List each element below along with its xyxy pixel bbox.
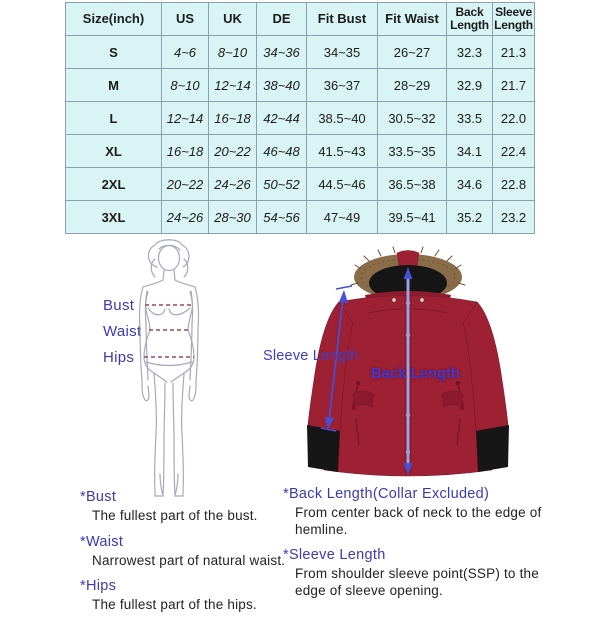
- cell-sleeve: 22.8: [493, 168, 535, 201]
- cell-bust: 41.5~43: [307, 135, 378, 168]
- waist-definition-desc: Narrowest part of natural waist.: [92, 552, 286, 568]
- cell-bust: 38.5~40: [307, 102, 378, 135]
- header-sleeve-length: Sleeve Length: [493, 3, 535, 36]
- definitions-left-column: [80, 489, 295, 623]
- cell-uk: 20~22: [209, 135, 257, 168]
- size-chart-table: [65, 2, 535, 234]
- table-row: [66, 201, 535, 234]
- cell-uk: 16~18: [209, 102, 257, 135]
- hips-definition-desc: The fullest part of the hips.: [92, 597, 257, 613]
- cell-uk: 28~30: [209, 201, 257, 234]
- cell-us: 4~6: [162, 36, 209, 69]
- cell-us: 20~22: [162, 168, 209, 201]
- cell-uk: 12~14: [209, 69, 257, 102]
- table-row: [66, 102, 535, 135]
- cell-back: 33.5: [447, 102, 493, 135]
- cell-back: 34.6: [447, 168, 493, 201]
- cell-back: 32.3: [447, 36, 493, 69]
- bust-measure-label: Bust: [103, 297, 135, 314]
- hips-definition-term: *Hips: [80, 578, 117, 595]
- cell-waist: 36.5~38: [378, 168, 447, 201]
- cell-us: 16~18: [162, 135, 209, 168]
- cell-sleeve: 22.0: [493, 102, 535, 135]
- cell-bust: 34~35: [307, 36, 378, 69]
- header-size: Size(inch): [66, 3, 162, 36]
- back-length-definition-desc: From center back of neck to the edge of hemline.: [295, 505, 542, 537]
- cell-waist: 28~29: [378, 69, 447, 102]
- cell-sleeve: 22.4: [493, 135, 535, 168]
- cell-bust: 36~37: [307, 69, 378, 102]
- cell-sleeve: 21.3: [493, 36, 535, 69]
- cell-size: S: [66, 36, 162, 69]
- sleeve-length-definition-desc: From shoulder sleeve point(SSP) to the edge of sleeve opening.: [295, 566, 539, 599]
- cell-us: 8~10: [162, 69, 209, 102]
- table-header-row: [66, 3, 535, 36]
- cell-size: L: [66, 102, 162, 135]
- cell-size: 2XL: [66, 168, 162, 201]
- cell-back: 35.2: [447, 201, 493, 234]
- cell-bust: 44.5~46: [307, 168, 378, 201]
- header-uk: UK: [209, 3, 257, 36]
- body-figure-illustration: [113, 238, 228, 500]
- header-back-length: Back Length: [447, 3, 493, 36]
- table-row: [66, 168, 535, 201]
- bust-definition-desc: The fullest part of the bust.: [92, 508, 258, 523]
- cell-us: 12~14: [162, 102, 209, 135]
- cell-de: 46~48: [257, 135, 307, 168]
- cell-uk: 8~10: [209, 36, 257, 69]
- bust-definition-term: *Bust: [80, 489, 117, 505]
- cell-uk: 24~26: [209, 168, 257, 201]
- right-cuff: [476, 425, 509, 472]
- waist-definition-term: *Waist: [80, 533, 124, 550]
- cell-sleeve: 23.2: [493, 201, 535, 234]
- sleeve-length-definition-term: *Sleeve Length: [283, 547, 386, 564]
- table-row: [66, 69, 535, 102]
- header-fit-bust: Fit Bust: [307, 3, 378, 36]
- cell-us: 24~26: [162, 201, 209, 234]
- cell-size: 3XL: [66, 201, 162, 234]
- cell-de: 50~52: [257, 168, 307, 201]
- cell-waist: 30.5~32: [378, 102, 447, 135]
- left-cuff: [307, 425, 340, 472]
- definitions-right-column: [283, 486, 545, 609]
- cell-de: 38~40: [257, 69, 307, 102]
- cell-sleeve: 21.7: [493, 69, 535, 102]
- cell-waist: 39.5~41: [378, 201, 447, 234]
- hips-measure-label: Hips: [103, 349, 135, 366]
- cell-back: 32.9: [447, 69, 493, 102]
- cell-de: 34~36: [257, 36, 307, 69]
- header-fit-waist: Fit Waist: [378, 3, 447, 36]
- back-length-label: Back Length: [371, 366, 461, 382]
- cell-size: M: [66, 69, 162, 102]
- back-length-definition-term: *Back Length(Collar Excluded): [283, 486, 490, 502]
- sleeve-length-label: Sleeve Length: [263, 348, 359, 364]
- cell-de: 42~44: [257, 102, 307, 135]
- waist-measure-label: Waist: [103, 323, 142, 340]
- cell-back: 34.1: [447, 135, 493, 168]
- header-de: DE: [257, 3, 307, 36]
- table-row: [66, 135, 535, 168]
- cell-size: XL: [66, 135, 162, 168]
- header-us: US: [162, 3, 209, 36]
- cell-waist: 33.5~35: [378, 135, 447, 168]
- cell-de: 54~56: [257, 201, 307, 234]
- cell-waist: 26~27: [378, 36, 447, 69]
- table-row: [66, 36, 535, 69]
- cell-bust: 47~49: [307, 201, 378, 234]
